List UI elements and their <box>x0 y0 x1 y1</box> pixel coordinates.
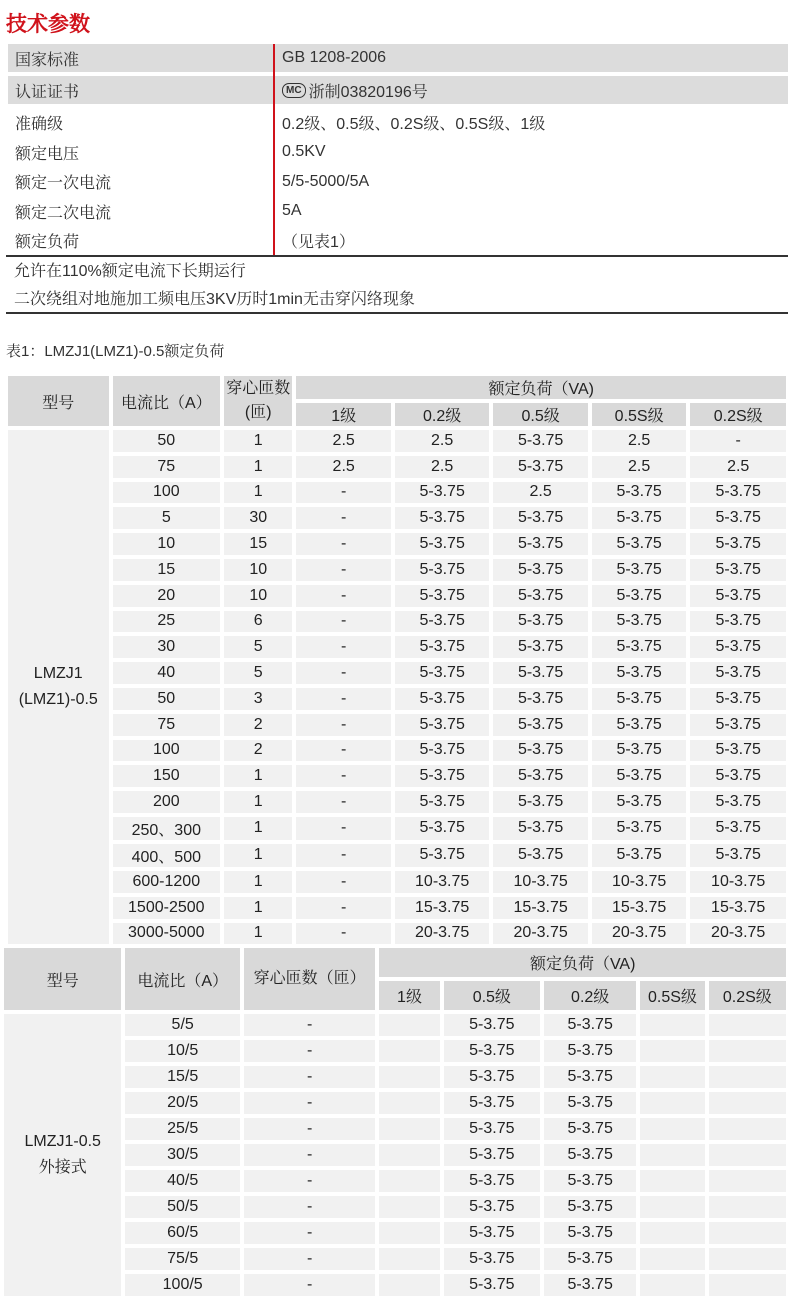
section-title: 技术参数 <box>6 13 90 36</box>
model-cell: LMZJ1 (LMZ1)-0.5 <box>8 430 109 944</box>
rated-load-table-2 <box>0 944 790 1300</box>
table-row <box>8 482 786 504</box>
spec-label: 额定电压 <box>15 145 80 163</box>
table-cell: - <box>296 897 390 919</box>
spec-value: 5A <box>282 202 302 220</box>
table-cell: 5-3.75 <box>690 585 786 607</box>
table-cell: 1 <box>224 430 292 452</box>
table-cell: 5-3.75 <box>444 1040 540 1062</box>
table-cell: 5-3.75 <box>395 740 489 762</box>
table-cell <box>379 1248 439 1270</box>
table-cell: 5-3.75 <box>493 456 587 478</box>
spec-list <box>8 44 788 256</box>
table-cell: 5-3.75 <box>395 611 489 633</box>
table-cell <box>640 1040 704 1062</box>
spec-label: 国家标准 <box>15 51 80 69</box>
table-cell <box>379 1222 439 1244</box>
table-cell: - <box>296 507 390 529</box>
table-cell: - <box>296 765 390 787</box>
spec-value-wrap <box>273 111 545 134</box>
table-row <box>8 662 786 684</box>
table-caption: 表1：LMZJ1(LMZ1)-0.5额定负荷 <box>6 343 225 360</box>
table-cell: 5-3.75 <box>592 791 686 813</box>
table-cell: 50/5 <box>125 1196 239 1218</box>
header-class: 0.2S级 <box>709 981 786 1010</box>
table-cell: - <box>244 1066 376 1088</box>
spec-label: 认证证书 <box>15 83 80 101</box>
table-cell <box>640 1066 704 1088</box>
table-cell: 1 <box>224 844 292 867</box>
table-cell: 5-3.75 <box>592 688 686 710</box>
table-cell <box>640 1274 704 1296</box>
table-cell: 5-3.75 <box>544 1014 636 1036</box>
table-cell: 1 <box>224 817 292 840</box>
table-row <box>8 507 786 529</box>
table-cell: 20-3.75 <box>690 923 786 945</box>
table-cell: - <box>296 611 390 633</box>
table-cell: 15 <box>113 559 221 581</box>
table-cell: - <box>296 871 390 893</box>
table-cell: 5-3.75 <box>690 533 786 555</box>
table-cell: 5-3.75 <box>690 559 786 581</box>
table-cell: 5-3.75 <box>544 1274 636 1296</box>
table-cell <box>640 1092 704 1114</box>
table-cell: 5-3.75 <box>592 765 686 787</box>
table-cell: - <box>244 1040 376 1062</box>
table-cell: 5-3.75 <box>592 533 686 555</box>
table-cell: 75/5 <box>125 1248 239 1270</box>
table-cell: 1 <box>224 897 292 919</box>
table-cell: 1 <box>224 923 292 945</box>
table-cell: 50 <box>113 688 221 710</box>
table-cell: 20/5 <box>125 1092 239 1114</box>
header-turns: 穿心匝数（匝） <box>244 948 376 1010</box>
table-cell: 20-3.75 <box>493 923 587 945</box>
table-cell: 5-3.75 <box>493 636 587 658</box>
table-cell <box>709 1066 786 1088</box>
table-cell: - <box>244 1118 376 1140</box>
table-cell <box>640 1014 704 1036</box>
spec-value: 浙制03820196号 <box>308 83 428 101</box>
table-cell: 10-3.75 <box>493 871 587 893</box>
table-cell: 5-3.75 <box>395 585 489 607</box>
spec-value: 0.5KV <box>282 143 326 161</box>
table-cell: 5-3.75 <box>493 817 587 840</box>
table-cell <box>640 1170 704 1192</box>
table-cell: - <box>244 1196 376 1218</box>
table-row <box>8 791 786 813</box>
table-cell: - <box>296 482 390 504</box>
table-cell <box>709 1222 786 1244</box>
table-cell: 5-3.75 <box>544 1248 636 1270</box>
table-cell: 5/5 <box>125 1014 239 1036</box>
table-cell: 2.5 <box>296 456 390 478</box>
spec-row <box>8 108 788 138</box>
table-cell: 5-3.75 <box>493 662 587 684</box>
table-cell: 5-3.75 <box>592 817 686 840</box>
table-row <box>8 636 786 658</box>
table-cell: 10-3.75 <box>592 871 686 893</box>
table-cell: 5-3.75 <box>444 1014 540 1036</box>
table-cell: 5-3.75 <box>395 636 489 658</box>
table-cell: 10 <box>224 585 292 607</box>
header-rated-load: 额定负荷（VA) <box>379 948 786 977</box>
table-cell: 5-3.75 <box>544 1144 636 1166</box>
spec-value-wrap <box>273 229 355 252</box>
table-cell: 100 <box>113 482 221 504</box>
red-divider <box>273 44 275 255</box>
table-cell: 30 <box>113 636 221 658</box>
table-cell: 100 <box>113 740 221 762</box>
table-cell: 5-3.75 <box>444 1066 540 1088</box>
table-cell: 10 <box>113 533 221 555</box>
rated-load-table-1 <box>4 372 790 948</box>
spec-label: 额定二次电流 <box>15 204 112 222</box>
table-row <box>8 456 786 478</box>
table-cell: - <box>296 662 390 684</box>
table-cell: 30 <box>224 507 292 529</box>
table-cell: - <box>296 740 390 762</box>
table-cell: 5-3.75 <box>592 662 686 684</box>
table-cell <box>709 1040 786 1062</box>
model-cell: LMZJ1-0.5 外接式 <box>4 1014 121 1296</box>
table-cell: 5-3.75 <box>592 714 686 736</box>
table-cell: 5-3.75 <box>444 1196 540 1218</box>
table-row <box>8 611 786 633</box>
table-cell: 5-3.75 <box>592 740 686 762</box>
table-cell: 5-3.75 <box>444 1248 540 1270</box>
table-cell: 5-3.75 <box>690 740 786 762</box>
table-cell: - <box>296 844 390 867</box>
table-cell: 5-3.75 <box>690 688 786 710</box>
table-cell: 10-3.75 <box>690 871 786 893</box>
table-cell: 5-3.75 <box>493 688 587 710</box>
table-cell <box>640 1222 704 1244</box>
table-cell: 5-3.75 <box>544 1170 636 1192</box>
table-cell: 5-3.75 <box>493 740 587 762</box>
table-cell <box>379 1170 439 1192</box>
spec-value-wrap <box>273 143 326 161</box>
table-cell: 5-3.75 <box>444 1092 540 1114</box>
note: 二次绕组对地施加工频电压3KV历时1min无击穿闪络现象 <box>14 291 415 308</box>
table-cell: 5-3.75 <box>544 1118 636 1140</box>
table-cell: 5-3.75 <box>444 1274 540 1296</box>
table-cell: 1500-2500 <box>113 897 221 919</box>
table-cell: 5-3.75 <box>592 507 686 529</box>
spec-value-wrap <box>273 79 428 102</box>
table-cell: 5-3.75 <box>690 844 786 867</box>
table-cell: - <box>296 923 390 945</box>
table-cell: 5-3.75 <box>493 533 587 555</box>
table-cell: - <box>244 1248 376 1270</box>
table-cell <box>709 1014 786 1036</box>
table-cell: 15/5 <box>125 1066 239 1088</box>
table-cell: 5-3.75 <box>592 611 686 633</box>
header-class: 0.5S级 <box>592 403 686 426</box>
table-cell <box>709 1196 786 1218</box>
spec-value: 5/5-5000/5A <box>282 172 370 190</box>
table-cell: 5-3.75 <box>444 1144 540 1166</box>
table-cell: 5-3.75 <box>690 636 786 658</box>
table-cell: 15 <box>224 533 292 555</box>
table-cell: 2.5 <box>395 456 489 478</box>
header-class: 0.5级 <box>444 981 540 1010</box>
table-cell: 5-3.75 <box>395 844 489 867</box>
table-cell: 40/5 <box>125 1170 239 1192</box>
table-cell <box>640 1196 704 1218</box>
table-cell: 2 <box>224 714 292 736</box>
table-cell: - <box>296 585 390 607</box>
spec-value-wrap <box>273 173 369 191</box>
table-cell: 5 <box>224 662 292 684</box>
table-cell: 5-3.75 <box>544 1066 636 1088</box>
table-cell: 25/5 <box>125 1118 239 1140</box>
table-cell: 5-3.75 <box>690 791 786 813</box>
table-cell <box>379 1092 439 1114</box>
table-cell: 10-3.75 <box>395 871 489 893</box>
table-cell: 15-3.75 <box>690 897 786 919</box>
table-cell: 5-3.75 <box>690 765 786 787</box>
table-cell: 5-3.75 <box>395 817 489 840</box>
table-cell: 40 <box>113 662 221 684</box>
table-cell: - <box>296 791 390 813</box>
table-cell: 75 <box>113 456 221 478</box>
table-cell: 6 <box>224 611 292 633</box>
table-cell: 5-3.75 <box>395 765 489 787</box>
table-cell <box>640 1248 704 1270</box>
table-cell: 15-3.75 <box>493 897 587 919</box>
table-cell <box>640 1118 704 1140</box>
table-cell <box>640 1144 704 1166</box>
table-row <box>8 533 786 555</box>
table-cell: 200 <box>113 791 221 813</box>
note: 允许在110%额定电流下长期运行 <box>14 263 246 280</box>
table-cell: 5-3.75 <box>444 1118 540 1140</box>
table-cell: 250、300 <box>113 817 221 840</box>
table-cell: 1 <box>224 871 292 893</box>
table-row <box>8 714 786 736</box>
table-cell: 5-3.75 <box>544 1222 636 1244</box>
spec-row <box>8 138 788 168</box>
table-cell: 600-1200 <box>113 871 221 893</box>
table-cell: 5-3.75 <box>592 559 686 581</box>
table-cell: 5-3.75 <box>690 662 786 684</box>
table-cell: - <box>296 714 390 736</box>
spec-label: 准确级 <box>15 116 64 134</box>
table-cell: - <box>244 1092 376 1114</box>
table-cell: 5-3.75 <box>493 611 587 633</box>
table-cell: 10 <box>224 559 292 581</box>
table-cell: - <box>244 1170 376 1192</box>
table-cell: 2.5 <box>493 482 587 504</box>
table-cell: 5-3.75 <box>493 507 587 529</box>
table-cell: 100/5 <box>125 1274 239 1296</box>
spec-row <box>8 76 788 104</box>
mc-cert-icon: MC <box>282 83 306 98</box>
table-cell: - <box>244 1222 376 1244</box>
table-row <box>8 844 786 867</box>
table-cell: 400、500 <box>113 844 221 867</box>
table-row <box>8 430 786 452</box>
table-row <box>8 817 786 840</box>
table-cell: 5 <box>113 507 221 529</box>
header-turns: 穿心匝数(匝) <box>224 376 292 426</box>
table-row <box>8 559 786 581</box>
table-cell: 5-3.75 <box>592 585 686 607</box>
table-cell <box>379 1118 439 1140</box>
table-cell: - <box>244 1274 376 1296</box>
table-cell <box>379 1066 439 1088</box>
header-class: 0.2级 <box>544 981 636 1010</box>
table-cell: - <box>690 430 786 452</box>
table-row <box>8 688 786 710</box>
table-cell <box>379 1196 439 1218</box>
table-cell: 5-3.75 <box>493 791 587 813</box>
table-cell: - <box>296 533 390 555</box>
table-cell: 5-3.75 <box>544 1092 636 1114</box>
header-ratio: 电流比（A） <box>113 376 221 426</box>
divider <box>6 255 788 257</box>
spec-row <box>8 197 788 227</box>
table-cell: 3000-5000 <box>113 923 221 945</box>
table-row <box>8 923 786 945</box>
table-cell: 5-3.75 <box>395 559 489 581</box>
table-cell: 5-3.75 <box>592 636 686 658</box>
table-cell: 5-3.75 <box>493 844 587 867</box>
table-cell: 10/5 <box>125 1040 239 1062</box>
table-cell: 5-3.75 <box>493 559 587 581</box>
table-cell: 5-3.75 <box>544 1040 636 1062</box>
table-cell: 2 <box>224 740 292 762</box>
table-cell: 15-3.75 <box>592 897 686 919</box>
header-class: 0.5级 <box>493 403 587 426</box>
table-cell: 5-3.75 <box>395 688 489 710</box>
header-class: 0.5S级 <box>640 981 704 1010</box>
header-rated-load: 额定负荷（VA) <box>296 376 786 399</box>
spec-value: 0.2级、0.5级、0.2S级、0.5S级、1级 <box>282 116 546 134</box>
table-cell: 5-3.75 <box>690 714 786 736</box>
table-cell: 50 <box>113 430 221 452</box>
table-cell <box>709 1248 786 1270</box>
table-cell: - <box>244 1144 376 1166</box>
spec-label: 额定一次电流 <box>15 175 112 193</box>
spec-row <box>8 167 788 197</box>
table-cell <box>709 1170 786 1192</box>
table-cell: 5-3.75 <box>690 817 786 840</box>
table-cell: 150 <box>113 765 221 787</box>
table-row <box>8 871 786 893</box>
table-cell: 30/5 <box>125 1144 239 1166</box>
table-cell: 5-3.75 <box>444 1222 540 1244</box>
table-cell: 25 <box>113 611 221 633</box>
table-cell: 5-3.75 <box>395 714 489 736</box>
table-cell: 5-3.75 <box>444 1170 540 1192</box>
header-class: 1级 <box>296 403 390 426</box>
table-cell: 60/5 <box>125 1222 239 1244</box>
table-cell: 20 <box>113 585 221 607</box>
header-class: 0.2级 <box>395 403 489 426</box>
header-class: 1级 <box>379 981 439 1010</box>
table-cell: 5-3.75 <box>395 533 489 555</box>
table-cell: - <box>296 688 390 710</box>
spec-row <box>8 226 788 256</box>
table-cell <box>709 1092 786 1114</box>
table-cell: - <box>296 817 390 840</box>
table-cell: 5-3.75 <box>544 1196 636 1218</box>
table-cell: 5-3.75 <box>493 430 587 452</box>
table-cell: 5-3.75 <box>690 507 786 529</box>
table-cell: 5-3.75 <box>395 507 489 529</box>
table-cell: 5-3.75 <box>690 482 786 504</box>
table-cell <box>379 1144 439 1166</box>
header-class: 0.2S级 <box>690 403 786 426</box>
divider <box>6 312 788 314</box>
notes <box>14 258 415 314</box>
table-cell: 5-3.75 <box>690 611 786 633</box>
table-cell <box>379 1274 439 1296</box>
table-cell: 20-3.75 <box>395 923 489 945</box>
table-cell: 5-3.75 <box>493 765 587 787</box>
table-cell: 5-3.75 <box>395 791 489 813</box>
table-cell: 5-3.75 <box>395 662 489 684</box>
table-cell: 5-3.75 <box>493 714 587 736</box>
spec-value: （见表1） <box>282 234 355 252</box>
table-cell: 1 <box>224 482 292 504</box>
header-model: 型号 <box>4 948 121 1010</box>
spec-value: GB 1208-2006 <box>282 49 387 66</box>
table-cell <box>379 1014 439 1036</box>
spec-row <box>8 44 788 72</box>
table-row <box>8 740 786 762</box>
table-cell <box>379 1040 439 1062</box>
table-cell: 1 <box>224 791 292 813</box>
table-row <box>4 1014 786 1036</box>
table-cell: 1 <box>224 456 292 478</box>
table-cell <box>709 1118 786 1140</box>
table-cell <box>709 1274 786 1296</box>
spec-value-wrap <box>273 49 386 67</box>
table-cell: 2.5 <box>592 456 686 478</box>
table-cell: - <box>244 1014 376 1036</box>
table-cell: 20-3.75 <box>592 923 686 945</box>
table-cell <box>709 1144 786 1166</box>
header-model: 型号 <box>8 376 109 426</box>
table-cell: 1 <box>224 765 292 787</box>
table-cell: 5-3.75 <box>395 482 489 504</box>
table-cell: 15-3.75 <box>395 897 489 919</box>
table-cell: 2.5 <box>592 430 686 452</box>
table-row <box>8 585 786 607</box>
table-cell: 2.5 <box>690 456 786 478</box>
header-ratio: 电流比（A） <box>125 948 239 1010</box>
spec-value-wrap <box>273 202 302 220</box>
table-cell: 5-3.75 <box>592 844 686 867</box>
table-cell: 75 <box>113 714 221 736</box>
table-cell: 5-3.75 <box>592 482 686 504</box>
table-cell: 5-3.75 <box>493 585 587 607</box>
spec-label: 额定负荷 <box>15 234 80 252</box>
table-cell: - <box>296 636 390 658</box>
table-cell: 5 <box>224 636 292 658</box>
table-cell: - <box>296 559 390 581</box>
table-cell: 2.5 <box>296 430 390 452</box>
table-cell: 3 <box>224 688 292 710</box>
table-row <box>8 897 786 919</box>
table-row <box>8 765 786 787</box>
table-cell: 2.5 <box>395 430 489 452</box>
